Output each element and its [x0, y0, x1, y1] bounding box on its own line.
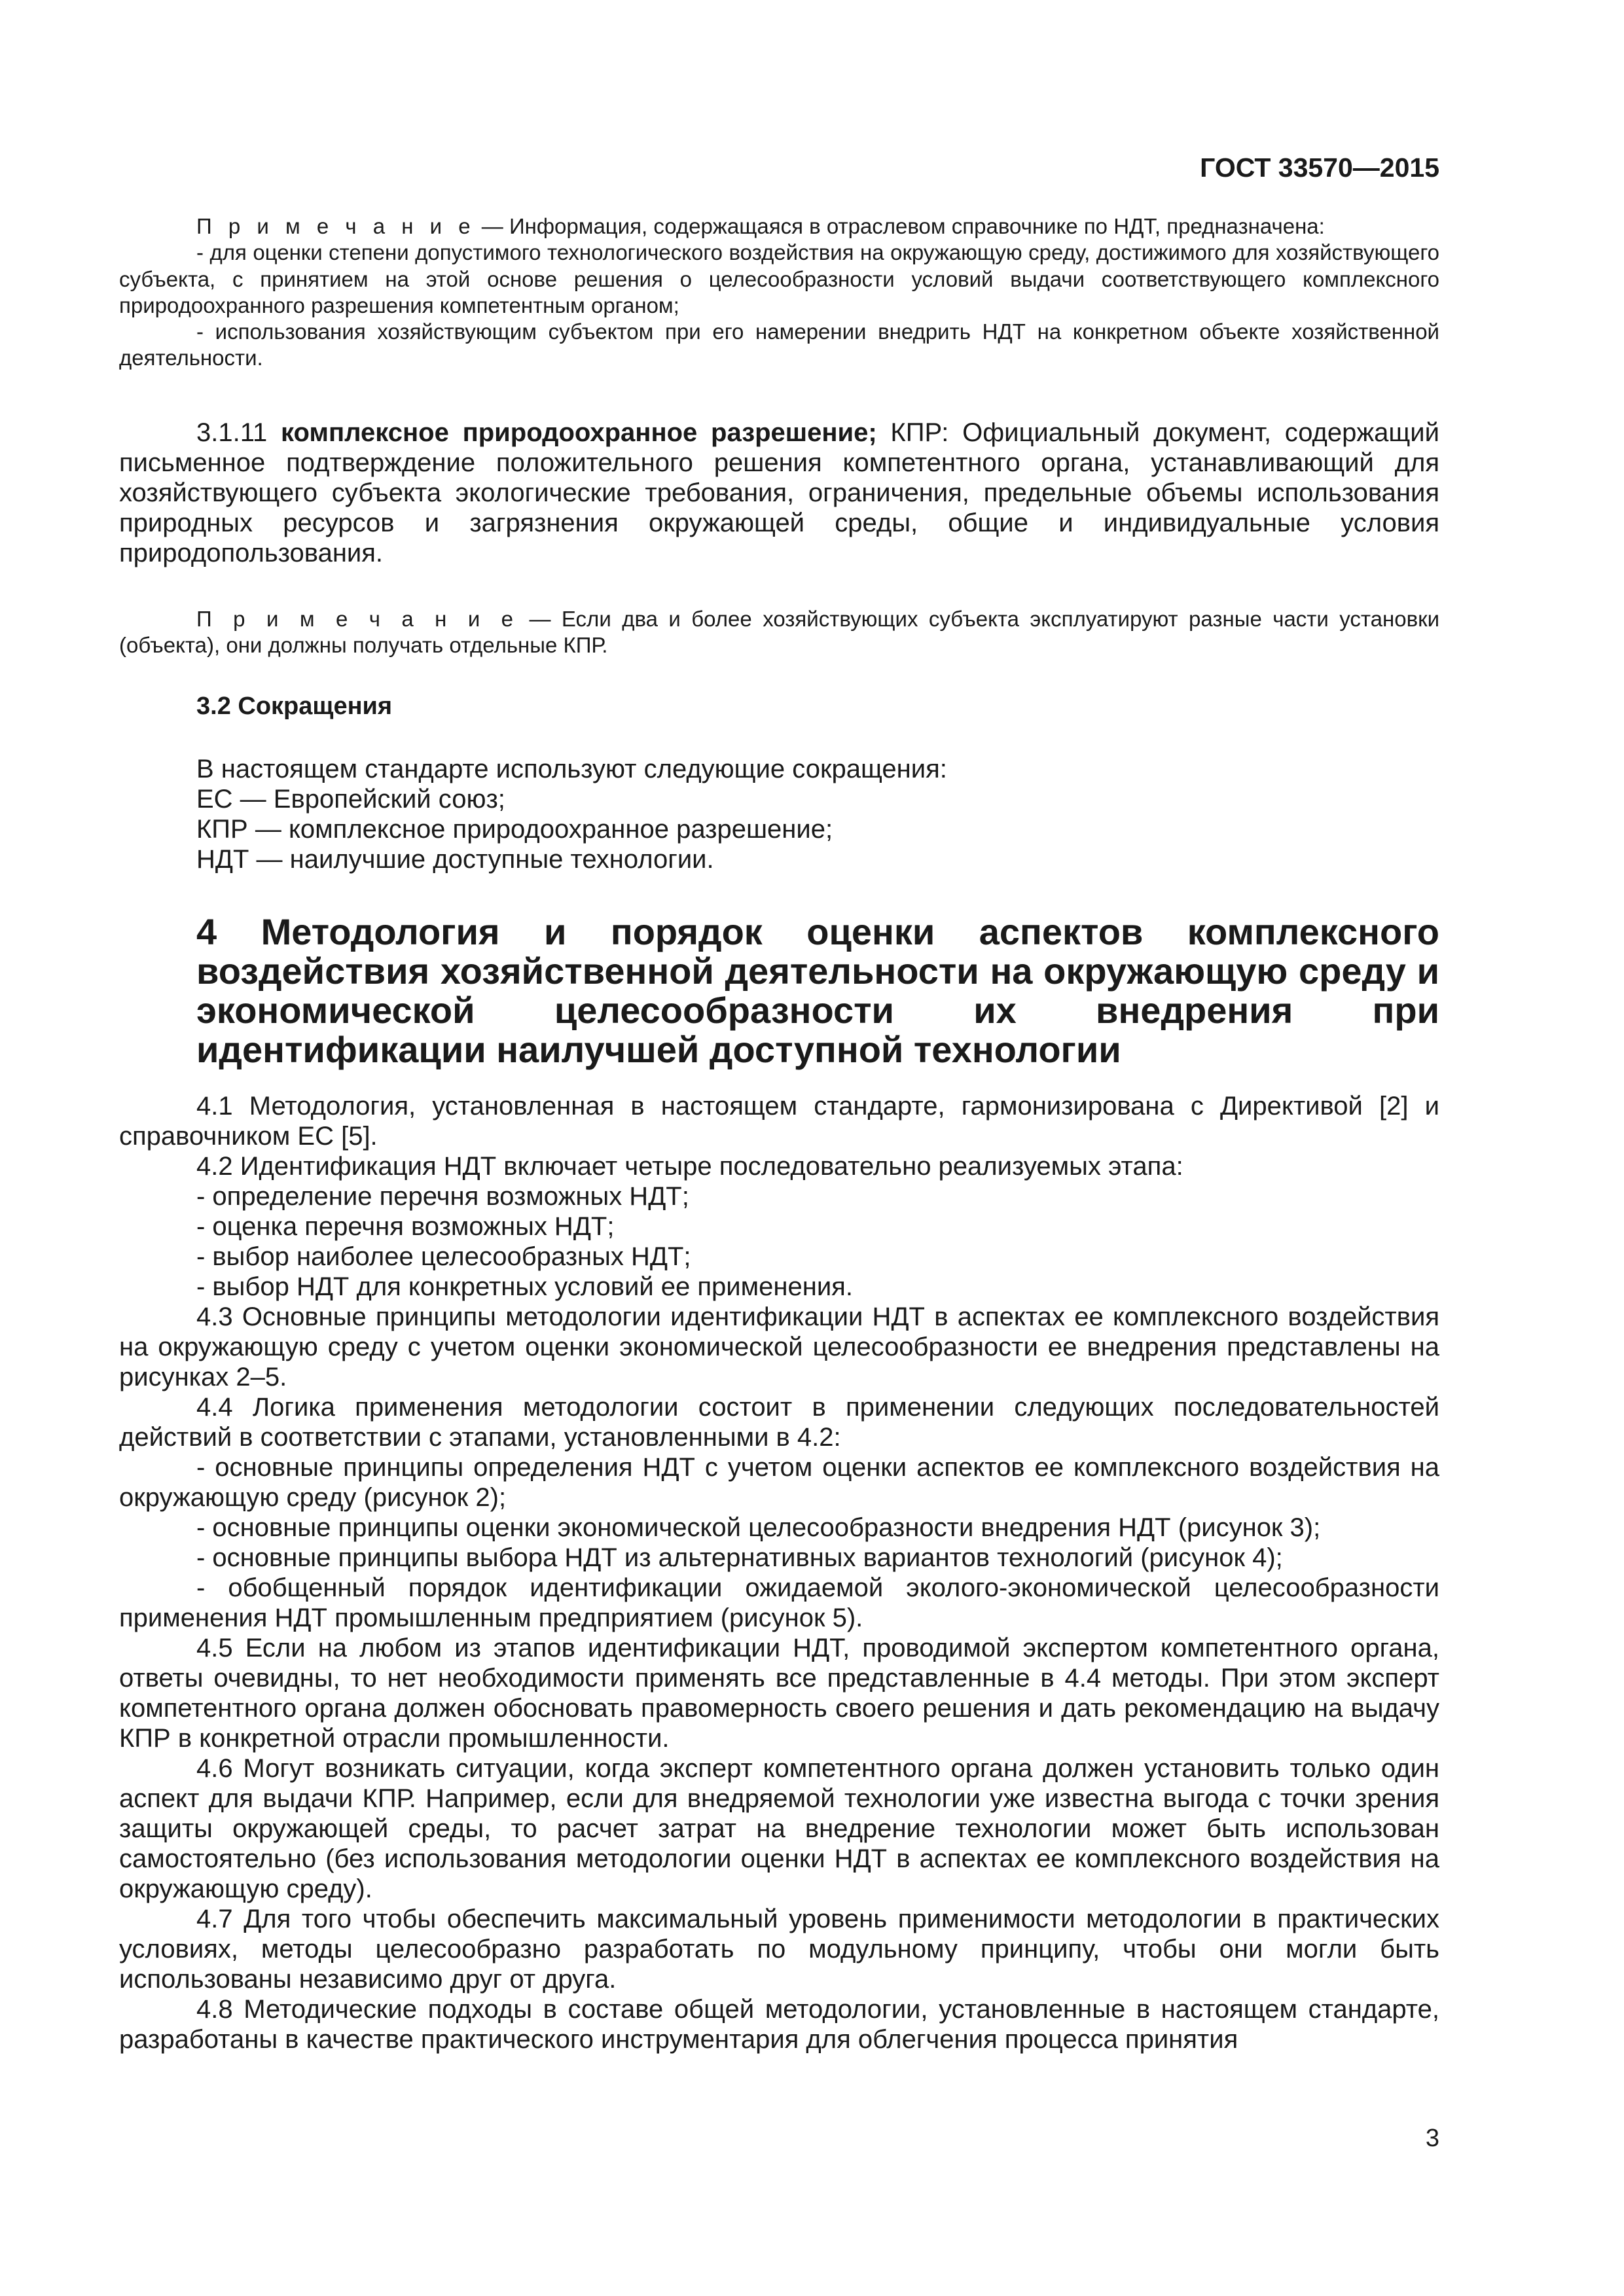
document-code-header: ГОСТ 33570—2015	[1200, 152, 1439, 183]
list-item: - основные принципы определения НДТ с учетом оценки аспектов ее комплексного воздействия на окружающую среду (рисунок 2);	[119, 1453, 1439, 1512]
paragraph-4-3: 4.3 Основные принципы методологии идентификации НДТ в аспектах ее комплексного воздействия на окружающую среду с учетом оценки экономической целесообразности ее внедрения представлены на рисунках 2–5.	[119, 1302, 1439, 1391]
paragraph-4-6: 4.6 Могут возникать ситуации, когда эксперт компетентного органа должен установить только один аспект для выдачи КПР. Например, если для внедряемой технологии уже известна выгода с точки зрения защиты окружающей среды, то расчет затрат на внедрение технологии может быть использован самостоятельно (без использования методологии оценки НДТ в аспектах ее комплексного воздействия на окружающую среду).	[119, 1754, 1439, 1903]
list-item: - основные принципы оценки экономической целесообразности внедрения НДТ (рисунок 3);	[196, 1513, 1321, 1542]
paragraph-4-4: 4.4 Логика применения методологии состоит в применении следующих последовательностей действий в соответствии с этапами, установленными в 4.2:	[119, 1393, 1439, 1452]
abbreviation-item: ЕС — Европейский союз;	[196, 785, 505, 814]
note-item: - для оценки степени допустимого технологического воздействия на окружающую среду, достижимого для хозяйствующего субъекта, с принятием на этой основе решения о целесообразности условий выдачи соответствующего комплексного природоохранного разрешения компетентным органом;	[119, 240, 1439, 317]
note-separate-kpr	[119, 606, 1439, 659]
note-item: - использования хозяйствующим субъектом при его намерении внедрить НДТ на конкретном объекте хозяйственной деятельности.	[119, 319, 1439, 370]
list-item: - выбор НДТ для конкретных условий ее применения.	[196, 1272, 853, 1301]
list-item: - оценка перечня возможных НДТ;	[196, 1212, 615, 1241]
definition-term: комплексное природоохранное разрешение;	[280, 418, 877, 447]
list-item: - определение перечня возможных НДТ;	[196, 1182, 689, 1211]
list-item: - выбор наиболее целесообразных НДТ;	[196, 1242, 691, 1271]
list-item: - основные принципы выбора НДТ из альтернативных вариантов технологий (рисунок 4);	[196, 1543, 1283, 1572]
abbreviations-section	[119, 691, 1439, 874]
paragraph-4-1: 4.1 Методология, установленная в настоящем стандарте, гармонизирована с Директивой [2] и справочником ЕС [5].	[119, 1092, 1439, 1151]
abbreviations-list	[119, 754, 1439, 874]
section-heading-4: 4 Методология и порядок оценки аспектов комплексного воздействия хозяйственной деятельности на окружающую среду и экономической целесообразности их внедрения при идентификации наилучшей доступной технологии	[196, 911, 1439, 1070]
paragraph-4-8: 4.8 Методические подходы в составе общей методологии, установленные в настоящем стандарте, разработаны в качестве практического инструментария для облегчения процесса принятия	[119, 1995, 1439, 2054]
definition-paragraph	[119, 418, 1439, 568]
list-item: - обобщенный порядок идентификации ожидаемой эколого-экономической целесообразности применения НДТ промышленным предприятием (рисунок 5).	[119, 1573, 1439, 1632]
abbreviations-intro: В настоящем стандарте используют следующие сокращения:	[196, 755, 947, 783]
abbreviation-item: НДТ — наилучшие доступные технологии.	[196, 845, 714, 874]
abbreviation-item: КПР — комплексное природоохранное разрешение;	[196, 815, 833, 844]
note-information-purpose	[119, 213, 1439, 372]
note-label: П р и м е ч а н и е	[196, 214, 476, 238]
note-intro-line: П р и м е ч а н и е — Информация, содержащаяся в отраслевом справочнике по НДТ, предназначена:	[196, 214, 1325, 238]
paragraph-4-7: 4.7 Для того чтобы обеспечить максимальный уровень применимости методологии в практических условиях, методы целесообразно разработать по модульному принципу, чтобы они могли быть использованы независимо друг от друга.	[119, 1905, 1439, 1994]
paragraph-4-5: 4.5 Если на любом из этапов идентификации НДТ, проводимой экспертом компетентного органа, ответы очевидны, то нет необходимости применять все представленные в 4.4 методы. При этом эксперт компетентного органа должен обосновать правомерность своего решения и дать рекомендацию на выдачу КПР в конкретной отрасли промышленности.	[119, 1634, 1439, 1753]
page-number: 3	[1425, 2125, 1439, 2152]
definition-3-1-11	[119, 418, 1439, 568]
section-heading-3-2: 3.2 Сокращения	[196, 692, 393, 720]
section-4-body	[119, 1091, 1439, 2054]
paragraph-4-2: 4.2 Идентификация НДТ включает четыре последовательно реализуемых этапа:	[196, 1152, 1183, 1181]
section-4-heading-block	[119, 912, 1439, 1069]
definition-text: КПР: Официальный документ, содержащий письменное подтверждение положительного решения компетентного органа, устанавливающий для хозяйствующего субъекта экологические требования, ограничения, предельные объемы использования природных ресурсов и загрязнения окружающей среды, общие и индивидуальные условия природопользования.	[119, 418, 1439, 567]
note-paragraph: П р и м е ч а н и е — Если два и более хозяйствующих субъекта эксплуатируют разные части установки (объекта), они должны получать отдельные КПР.	[119, 607, 1439, 658]
definition-number: 3.1.11	[196, 418, 281, 447]
note-label: П р и м е ч а н и е	[196, 607, 519, 631]
